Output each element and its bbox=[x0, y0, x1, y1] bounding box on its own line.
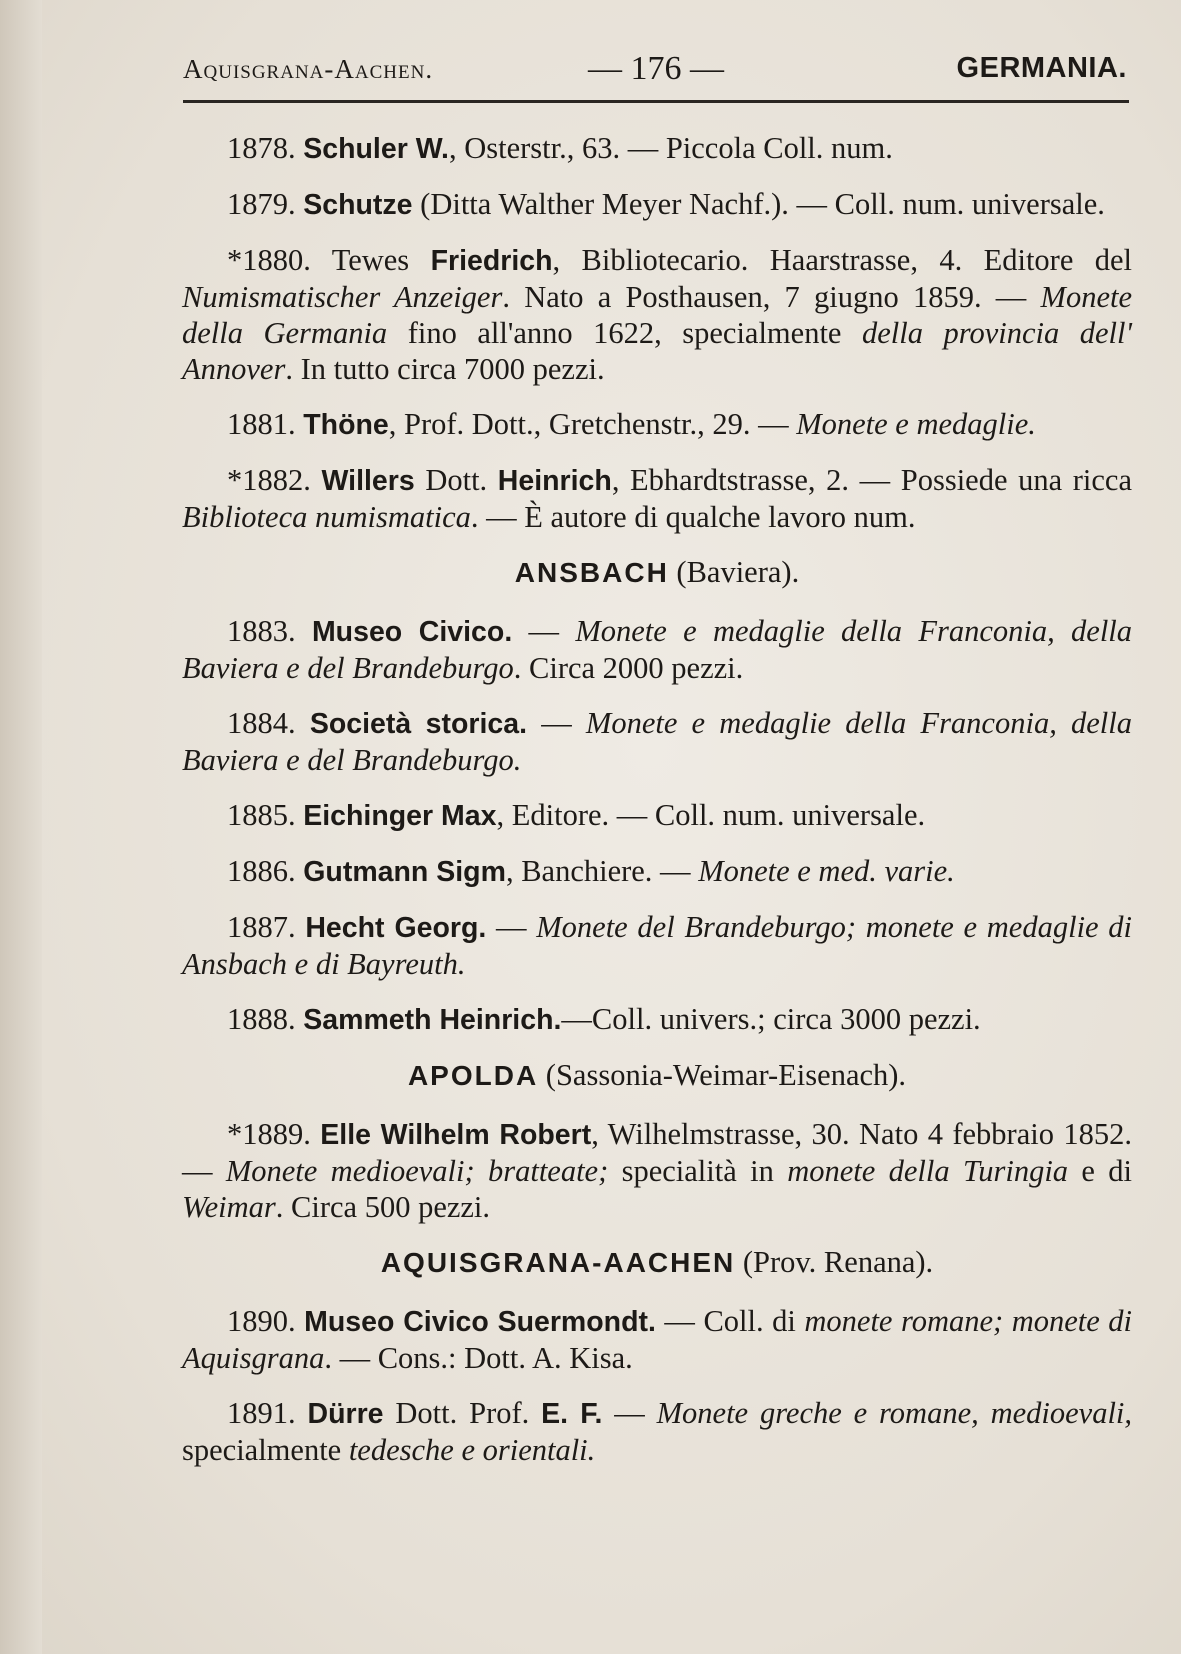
entry-1885: 1885. Eichinger Max, Editore. — Coll. num. universale. bbox=[227, 798, 926, 832]
entry-1878: 1878. Schuler W., Osterstr., 63. — Piccola Coll. num. bbox=[227, 131, 893, 165]
header-rule bbox=[183, 100, 1129, 103]
entry-1886: 1886. Gutmann Sigm, Banchiere. — Monete e med. varie. bbox=[227, 854, 955, 888]
entry-1890: 1890. Museo Civico Suermondt. — Coll. di monete romane; monete di Aquisgrana. — Cons.: Dott. A. Kisa. bbox=[182, 1304, 1133, 1375]
entry-1879: 1879. Schutze (Ditta Walther Meyer Nachf.). — Coll. num. universale. bbox=[227, 187, 1105, 221]
section-heading-apolda: APOLDA (Sassonia-Weimar-Eisenach). bbox=[407, 1058, 907, 1092]
entry-1882: *1882. Willers Dott. Heinrich, Ebhardtstrasse, 2. — Possiede una ricca Biblioteca numismatica. — È autore di qualche lavoro num. bbox=[182, 463, 1132, 534]
entry-1883: 1883. Museo Civico. — Monete e medaglie della Franconia, della Baviera e del Brandeburgo. Circa 2000 pezzi. bbox=[182, 614, 1133, 685]
page-body bbox=[182, 130, 1132, 1487]
entry-1891: 1891. Dürre Dott. Prof. E. F. — Monete greche e romane, medioevali, specialmente tedesche e orientali. bbox=[182, 1396, 1133, 1467]
header-section-title: Aquisgrana-Aachen. bbox=[183, 54, 434, 84]
entry-1888: 1888. Sammeth Heinrich.—Coll. univers.; circa 3000 pezzi. bbox=[227, 1002, 981, 1036]
page-number: — 176 — bbox=[588, 50, 724, 87]
section-heading-ansbach: ANSBACH (Baviera). bbox=[514, 555, 800, 589]
section-heading-aachen: AQUISGRANA-AACHEN (Prov. Renana). bbox=[380, 1245, 934, 1279]
entry-1881: 1881. Thöne, Prof. Dott., Gretchenstr., 29. — Monete e medaglie. bbox=[227, 407, 1036, 441]
running-header bbox=[183, 44, 1127, 100]
entry-1884: 1884. Società storica. — Monete e medaglie della Franconia, della Baviera e del Brandeburgo. bbox=[182, 706, 1132, 777]
entry-1880: *1880. Tewes Friedrich, Bibliotecario. Haarstrasse, 4. Editore del Numismatischer Anzeiger. Nato a Posthausen, 7 giugno 1859. — Monete della Germania fino all'anno 1622, specialmente della provincia dell' Annover. In tutto circa 7000 pezzi. bbox=[182, 243, 1133, 386]
header-country: GERMANIA. bbox=[956, 52, 1127, 84]
entry-1887: 1887. Hecht Georg. — Monete del Brandeburgo; monete e medaglie di Ansbach e di Bayreuth. bbox=[182, 910, 1132, 981]
entry-1889: *1889. Elle Wilhelm Robert, Wilhelmstrasse, 30. Nato 4 febbraio 1852. — Monete medioevali; bratteate; specialità in monete della Turingia e di Weimar. Circa 500 pezzi. bbox=[182, 1117, 1133, 1224]
page-gutter-shadow bbox=[0, 0, 42, 1654]
